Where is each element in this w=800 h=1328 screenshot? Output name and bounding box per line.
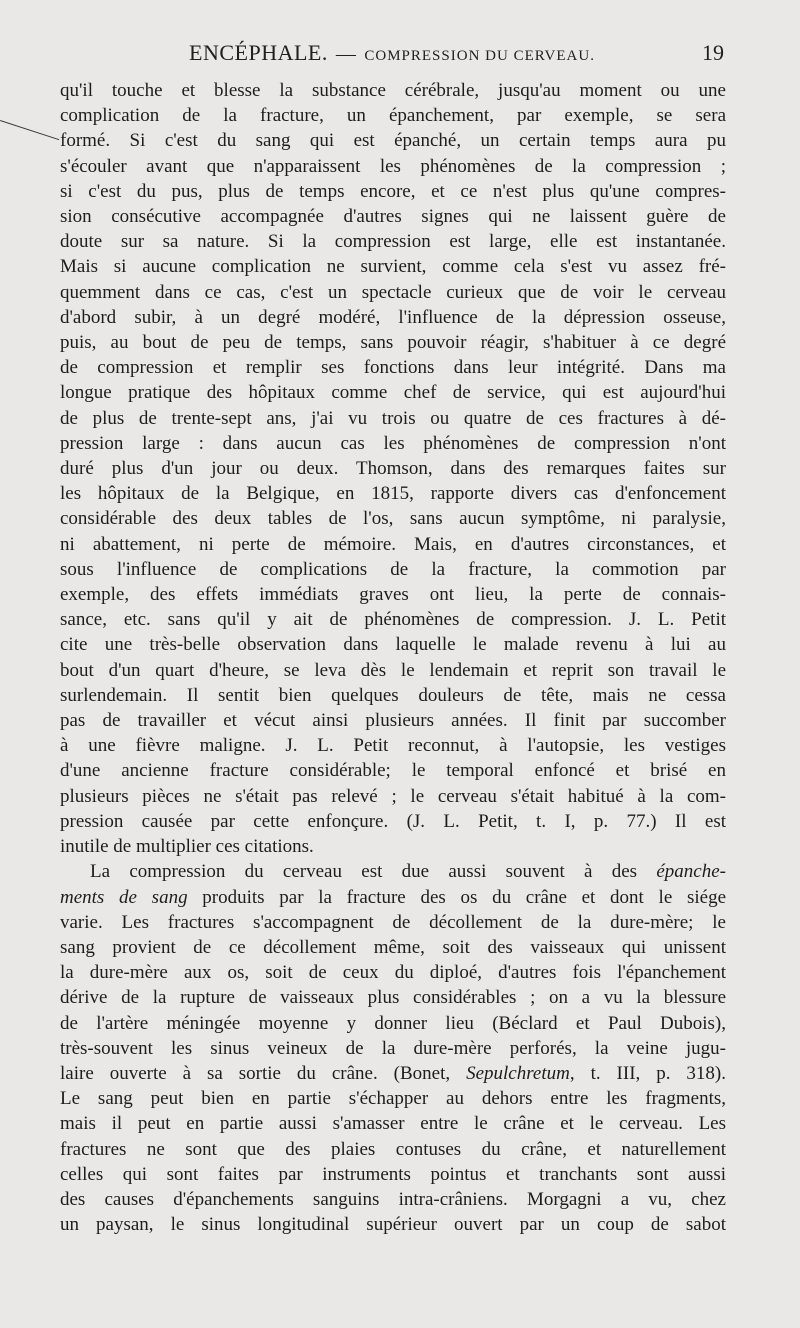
text-line: d'abord subir, à un degré modéré, l'influence de la dépression osseuse, [60,306,726,328]
italic-fragment: Sepulchretum [466,1062,570,1084]
text-line: qu'il touche et blesse la substance cérébrale, jusqu'au moment ou une [60,80,726,101]
italic-fragment: épanche- [656,861,726,883]
text-fragment: produits par la fracture des os du crâne et dont le siége [187,886,726,908]
running-title: ENCÉPHALE. [189,40,328,65]
text-fragment: , t. III, p. 318). [569,1062,726,1084]
text-line: si c'est du pus, plus de temps encore, et ce n'est plus qu'une compres- [60,180,726,202]
text-line: bout d'un quart d'heure, se leva dès le lendemain et reprit son travail le [60,659,726,681]
text-line: quemment dans ce cas, c'est un spectacle curieux que de voir le cerveau [60,281,726,303]
text-fragment: La compression du cerveau est due aussi souvent à des [90,861,657,883]
text-line [60,885,726,910]
running-head [60,40,724,66]
text-line: surlendemain. Il sentit bien quelques douleurs de tête, mais ne cessa [60,684,726,706]
text-line: celles qui sont faites par instruments pointus et tranchants sont aussi [60,1163,726,1185]
text-line: Le sang peut bien en partie s'échapper au dehors entre les fragments, [60,1088,726,1110]
text-line: ni abattement, ni perte de mémoire. Mais, en d'autres circonstances, et [60,533,726,555]
text-line [60,859,726,884]
text-line: des causes d'épanchements sanguins intra-crâniens. Morgagni a vu, chez [60,1188,726,1210]
text-line: pas de travailler et vécut ainsi plusieurs années. Il finit par succomber [60,710,726,732]
text-line: longue pratique des hôpitaux comme chef de service, qui est aujourd'hui [60,382,726,404]
text-line: plusieurs pièces ne s'était pas relevé ; le cerveau s'était habitué à la com- [60,785,726,807]
text-line: sous l'influence de complications de la fracture, la commotion par [60,558,726,580]
text-line: la dure-mère aux os, soit de ceux du diploé, d'autres fois l'épanchement [60,962,726,984]
page-header [60,40,724,72]
text-line: à une fièvre maligne. J. L. Petit reconnut, à l'autopsie, les vestiges [60,735,726,757]
text-line: un paysan, le sinus longitudinal supérieur ouvert par un coup de sabot [60,1214,726,1236]
text-line: très-souvent les sinus veineux de la dure-mère perforés, la veine jugu- [60,1037,726,1059]
text-line: mais il peut en partie aussi s'amasser entre le crâne et le cerveau. Les [60,1113,726,1135]
text-line: varie. Les fractures s'accompagnent de décollement de la dure-mère; le [60,911,726,933]
text-line: Mais si aucune complication ne survient, comme cela s'est vu assez fré- [60,256,726,278]
text-line: puis, au bout de peu de temps, sans pouvoir réagir, s'habituer à ce degré [60,332,726,354]
text-line: sang provient de ce décollement même, soit des vaisseaux qui unissent [60,936,726,958]
text-line: de compression et remplir ses fonctions dans leur intégrité. Dans ma [60,357,726,379]
text-line: s'écouler avant que n'apparaissent les phénomènes de la compression ; [60,155,726,177]
text-line: pression causée par cette enfonçure. (J. L. Petit, t. I, p. 77.) Il est [60,810,726,832]
margin-ink-mark [0,120,59,141]
paragraph-1 [60,78,726,859]
text-line: dérive de la rupture de vaisseaux plus considérables ; on a vu la blessure [60,987,726,1009]
text-line: exemple, des effets immédiats graves ont lieu, la perte de connais- [60,584,726,606]
header-separator: — [335,43,357,65]
text-line: doute sur sa nature. Si la compression est large, elle est instantanée. [60,231,726,253]
text-fragment: laire ouverte à sa sortie du crâne. (Bonet, [60,1062,467,1084]
text-line: complication de la fracture, un épanchement, par exemple, se sera [60,105,726,127]
italic-fragment: ments de sang [60,886,188,908]
text-line [60,1061,726,1086]
text-line: d'une ancienne fracture considérable; le temporal enfoncé et brisé en [60,760,726,782]
text-line: duré plus d'un jour ou deux. Thomson, dans des remarques faites sur [60,458,726,480]
text-line: inutile de multiplier ces citations. [60,836,314,858]
body-text [60,78,726,1237]
text-line: de l'artère méningée moyenne y donner lieu (Béclard et Paul Dubois), [60,1012,726,1034]
text-line: considérable des deux tables de l'os, sans aucun symptôme, ni paralysie, [60,508,726,530]
text-line: fractures ne sont que des plaies contuses du crâne, et naturellement [60,1138,726,1160]
text-line: cite une très-belle observation dans laquelle le malade revenu à lui au [60,634,726,656]
text-line: les hôpitaux de la Belgique, en 1815, rapporte divers cas d'enfoncement [60,483,726,505]
paragraph-2 [60,859,726,1237]
text-line: sion consécutive accompagnée d'autres signes qui ne laissent guère de [60,206,726,228]
text-line: sance, etc. sans qu'il y ait de phénomènes de compression. J. L. Petit [60,609,726,631]
text-line: de plus de trente-sept ans, j'ai vu trois ou quatre de ces fractures à dé- [60,407,726,429]
text-line: formé. Si c'est du sang qui est épanché, un certain temps aura pu [60,130,726,152]
text-line: pression large : dans aucun cas les phénomènes de compression n'ont [60,432,726,454]
page-number: 19 [702,40,724,65]
running-subtitle: COMPRESSION DU CERVEAU. [364,48,595,64]
